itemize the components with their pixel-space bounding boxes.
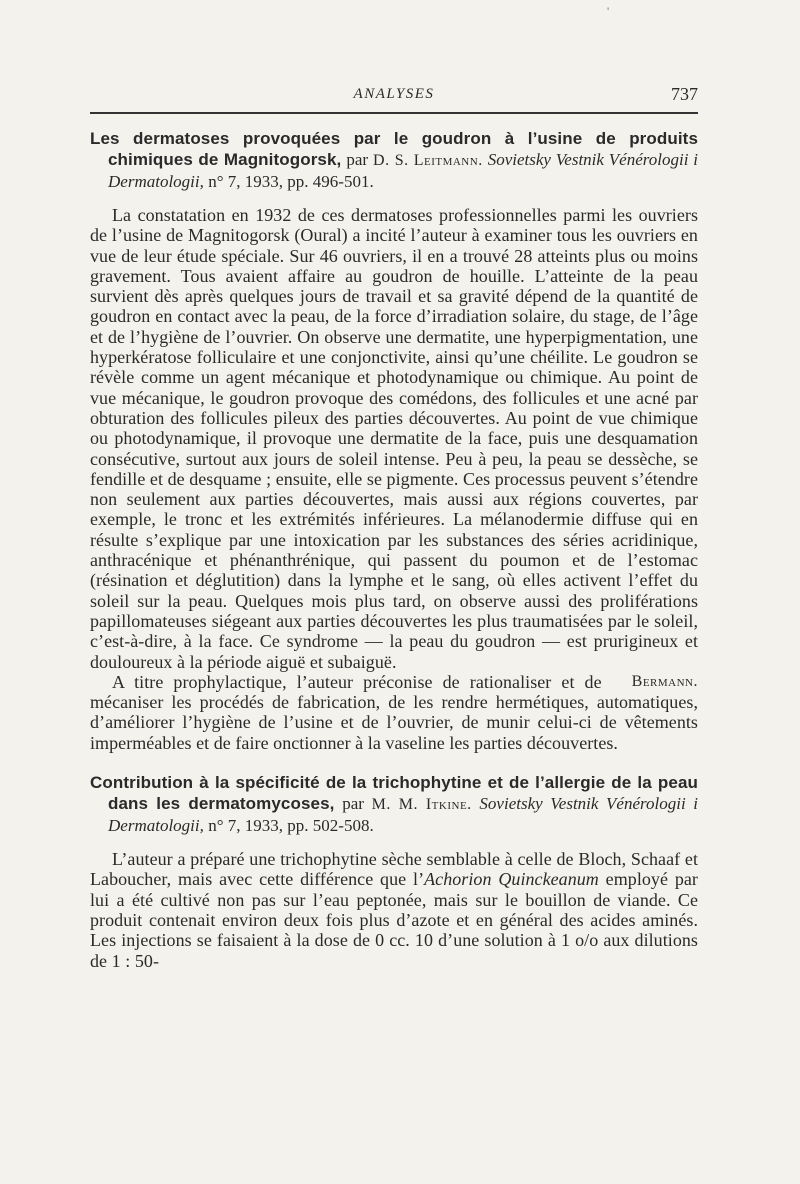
journal-name: Sovietsky Vestnik Vénérologii i Dermatologii, — [108, 150, 699, 191]
page-number: 737 — [671, 84, 698, 104]
paragraph-text: A titre prophylactique, l’auteur préconise de rationaliser et de mécaniser les procédés de fabrication, de les rendre hermétiques, automatiques, d’améliorer l’hygiène de l’usine et de l’ouvrier, de munir celui-ci de vêtements imperméables et de faire onctionner à la vaseline les parties découvertes. — [90, 671, 698, 753]
article-paragraph — [90, 672, 698, 753]
article-paragraph — [90, 849, 698, 971]
journal-name: Sovietsky Vestnik Vénérologii i Dermatologii, — [108, 794, 699, 836]
journal-issue-details: n° 7, 1933, pp. 502-508. — [208, 816, 374, 836]
document-page — [90, 84, 698, 971]
author-prefix: par — [346, 150, 369, 169]
header-rule — [90, 112, 698, 114]
running-header — [90, 84, 698, 110]
article-heading — [90, 128, 698, 192]
reviewer-signature: Bermann. — [631, 672, 698, 690]
paragraph-text: employé par lui a été cultivé non pas sur l’eau peptonée, mais sur le bouillon de viande. Ce produit contenait environ deux fois plus d’azote et en général des acides aminés. Les injections se faisaient à la dose de 0 cc. 10 d’une solution à 1 o/o aux dilutions de 1 : 50- — [90, 869, 698, 971]
article-paragraph: La constatation en 1932 de ces dermatoses professionnelles parmi les ouvriers de l’usine de Magnitogorsk (Oural) a incité l’auteur à examiner tous les ouvriers en vue de leur étude spéciale. Sur 46 ouvriers, il en a trouvé 28 atteints plus ou moins gravement. Tous avaient affaire au goudron de houille. L’atteinte de la peau survient dès après quelques jours de travail et sa gravité dépend de la quantité de goudron en contact avec la peau, de la force d’irradiation solaire, du stage, de l’âge et de l’hygiène de l’ouvrier. On observe une dermatite, une hyperpigmentation, une hyperkératose folliculaire et une conjonctivite, ainsi qu’une chéilite. Le goudron se révèle comme un agent mécanique et photodynamique ou chimique. Au point de vue mécanique, le goudron provoque des comédons, des follicules et une acné par obturation des follicules pileux des parties découvertes. Au point de vue chimique ou photodynamique, il provoque une dermatite de la face, puis une desquamation consécutive, surtout aux jours de soleil intense. Peu à peu, la peau se dessèche, se fendille et de desquame ; ensuite, elle se pigmente. Ces processus peuvent s’étendre non seulement aux parties découvertes, mais aussi aux régions couvertes, par exemple, le tronc et les extrémités inférieures. La mélanodermie diffuse qui en résulte s’explique par une intoxication par les substances des séries acridinique, anthracénique et phénanthrénique, qui passent du poumon et de l’estomac (résination et déglutition) dans la lymphe et le sang, où elles activent l’effet du soleil sur la peau. Quelques mois plus tard, on observe aussi des proliférations papillomateuses siégeant aux parties découvertes les plus traumatisées par le soleil, c’est-à-dire, à la face. Ce syndrome — la peau du goudron — est prurigineux et douloureux à la période aiguë et subaiguë. — [90, 205, 698, 672]
paragraph-text: L’auteur a préparé une trichophytine sèche semblable à celle de Bloch, Schaaf et Laboucher, mais avec cette différence que l’ — [90, 849, 698, 890]
journal-issue-details: n° 7, 1933, pp. 496-501. — [208, 172, 374, 191]
running-title: ANALYSES — [353, 86, 435, 102]
article-author: D. S. Leitmann. — [373, 152, 483, 169]
stray-mark: ' — [607, 4, 610, 18]
article-title: Les dermatoses provoquées par le goudron à l’usine de produits chimiques de Magnitogorsk, — [90, 129, 698, 169]
article-title: Contribution à la spécificité de la trichophytine et de l’allergie de la peau dans les dermatomycoses, — [90, 773, 698, 814]
article-leitmann — [90, 128, 698, 753]
article-itkine — [90, 772, 698, 971]
species-name: Achorion Quinckeanum — [424, 869, 599, 890]
article-author: M. M. Itkine. — [371, 796, 472, 814]
author-prefix: par — [342, 794, 364, 814]
article-heading — [90, 772, 698, 836]
